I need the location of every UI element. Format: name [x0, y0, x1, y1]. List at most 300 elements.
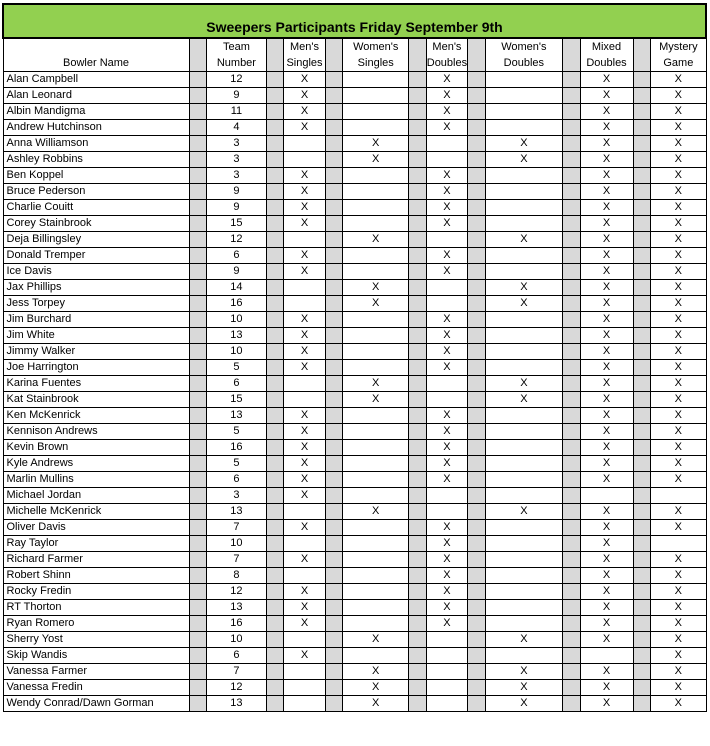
mens-doubles-cell: X [426, 536, 468, 552]
team-number-cell: 6 [207, 648, 266, 664]
womens-doubles-cell [485, 216, 562, 232]
spacer-cell [189, 488, 207, 504]
spacer-cell [633, 504, 651, 520]
spacer-cell [408, 168, 426, 184]
womens-singles-cell [343, 216, 409, 232]
mystery-game-cell: X [651, 600, 706, 616]
spacer-cell [266, 360, 284, 376]
header-team-number: Team Number [207, 38, 266, 72]
team-number-cell: 16 [207, 616, 266, 632]
mens-singles-cell: X [284, 520, 326, 536]
bowler-name-cell: Jim Burchard [3, 312, 189, 328]
spacer-cell [266, 424, 284, 440]
spacer-cell [325, 600, 343, 616]
mens-doubles-cell: X [426, 344, 468, 360]
mens-singles-cell: X [284, 200, 326, 216]
mystery-game-cell: X [651, 344, 706, 360]
table-row [3, 296, 706, 312]
spacer-cell [408, 216, 426, 232]
womens-doubles-cell: X [485, 376, 562, 392]
womens-singles-cell [343, 408, 409, 424]
womens-singles-cell [343, 72, 409, 88]
mens-singles-cell: X [284, 408, 326, 424]
spacer-cell [562, 328, 580, 344]
spacer-cell [633, 664, 651, 680]
mens-singles-cell [284, 152, 326, 168]
table-row [3, 456, 706, 472]
spacer-cell [408, 680, 426, 696]
mystery-game-cell [651, 536, 706, 552]
mystery-game-cell: X [651, 168, 706, 184]
mens-doubles-cell: X [426, 72, 468, 88]
team-number-cell: 12 [207, 584, 266, 600]
table-row [3, 392, 706, 408]
table-row [3, 472, 706, 488]
spacer-cell [562, 152, 580, 168]
womens-singles-cell [343, 264, 409, 280]
table-row [3, 104, 706, 120]
womens-singles-cell [343, 456, 409, 472]
spacer-cell [266, 664, 284, 680]
bowler-name-cell: Michael Jordan [3, 488, 189, 504]
spacer-cell [468, 472, 486, 488]
spacer-cell [408, 264, 426, 280]
spacer-cell [562, 248, 580, 264]
mens-singles-cell: X [284, 360, 326, 376]
spacer-cell [325, 88, 343, 104]
spacer-cell [633, 184, 651, 200]
spacer-cell [633, 600, 651, 616]
table-row [3, 376, 706, 392]
spacer-cell [633, 264, 651, 280]
spacer-cell [189, 104, 207, 120]
womens-doubles-cell [485, 568, 562, 584]
team-number-cell: 8 [207, 568, 266, 584]
mystery-game-cell: X [651, 296, 706, 312]
spacer-cell [189, 520, 207, 536]
bowler-name-cell: Deja Billingsley [3, 232, 189, 248]
spacer-cell [325, 376, 343, 392]
mens-doubles-cell: X [426, 168, 468, 184]
mens-singles-cell [284, 568, 326, 584]
mystery-game-cell: X [651, 440, 706, 456]
spacer-cell [325, 696, 343, 712]
womens-doubles-cell [485, 456, 562, 472]
mens-singles-cell [284, 680, 326, 696]
spacer-cell [468, 376, 486, 392]
spacer-cell [266, 184, 284, 200]
womens-doubles-cell [485, 88, 562, 104]
bowler-name-cell: Andrew Hutchinson [3, 120, 189, 136]
spacer-cell [189, 200, 207, 216]
mystery-game-cell: X [651, 424, 706, 440]
spacer-cell [325, 328, 343, 344]
table-row [3, 488, 706, 504]
bowler-name-cell: Anna Williamson [3, 136, 189, 152]
spacer-cell [562, 456, 580, 472]
spacer-cell [562, 696, 580, 712]
table-row [3, 216, 706, 232]
spacer-cell [189, 344, 207, 360]
table-row [3, 408, 706, 424]
table-row [3, 616, 706, 632]
spacer-cell [325, 200, 343, 216]
spacer-cell [468, 552, 486, 568]
womens-doubles-cell [485, 264, 562, 280]
table-row [3, 168, 706, 184]
womens-doubles-cell [485, 648, 562, 664]
mens-doubles-cell: X [426, 200, 468, 216]
spacer-cell [408, 120, 426, 136]
bowler-name-cell: Alan Campbell [3, 72, 189, 88]
womens-singles-cell [343, 568, 409, 584]
table-row [3, 424, 706, 440]
spacer-cell [325, 648, 343, 664]
womens-doubles-cell [485, 120, 562, 136]
spacer-cell [562, 424, 580, 440]
spacer-cell [266, 296, 284, 312]
table-row [3, 696, 706, 712]
mens-singles-cell [284, 392, 326, 408]
mens-doubles-cell: X [426, 408, 468, 424]
bowler-name-cell: Jess Torpey [3, 296, 189, 312]
spacer-cell [408, 200, 426, 216]
spacer-cell [189, 664, 207, 680]
spacer-cell [562, 488, 580, 504]
mens-doubles-cell: X [426, 120, 468, 136]
spacer-cell [266, 504, 284, 520]
spacer-cell [325, 504, 343, 520]
header-mystery-game: Mystery Game [651, 38, 706, 72]
spacer-cell [408, 152, 426, 168]
spacer-cell [562, 376, 580, 392]
team-number-cell: 11 [207, 104, 266, 120]
spacer-cell [562, 168, 580, 184]
team-number-cell: 10 [207, 536, 266, 552]
mixed-doubles-cell: X [580, 200, 633, 216]
table-row [3, 680, 706, 696]
spacer-cell [189, 72, 207, 88]
spacer-cell [266, 72, 284, 88]
spacer-cell [633, 280, 651, 296]
spacer-cell [408, 344, 426, 360]
spacer-cell [408, 552, 426, 568]
womens-doubles-cell: X [485, 232, 562, 248]
spacer-cell [266, 280, 284, 296]
spacer-cell [266, 88, 284, 104]
spacer-cell [633, 472, 651, 488]
spacer-cell [633, 232, 651, 248]
mens-doubles-cell: X [426, 216, 468, 232]
mens-singles-cell: X [284, 88, 326, 104]
spacer-cell [408, 296, 426, 312]
mystery-game-cell: X [651, 360, 706, 376]
womens-singles-cell [343, 248, 409, 264]
mixed-doubles-cell: X [580, 376, 633, 392]
womens-singles-cell [343, 344, 409, 360]
spacer-cell [633, 424, 651, 440]
spacer-cell [408, 600, 426, 616]
mens-singles-cell: X [284, 184, 326, 200]
table-row [3, 72, 706, 88]
mens-doubles-cell: X [426, 88, 468, 104]
bowler-name-cell: Rocky Fredin [3, 584, 189, 600]
mystery-game-cell: X [651, 376, 706, 392]
spacer-cell [325, 184, 343, 200]
team-number-cell: 12 [207, 72, 266, 88]
spacer-cell [189, 184, 207, 200]
womens-doubles-cell [485, 200, 562, 216]
mens-singles-cell: X [284, 424, 326, 440]
spacer-cell [562, 184, 580, 200]
spacer-cell [633, 216, 651, 232]
mystery-game-cell: X [651, 328, 706, 344]
spacer-cell [266, 648, 284, 664]
spacer-cell [562, 648, 580, 664]
mens-singles-cell: X [284, 72, 326, 88]
spacer-cell [562, 264, 580, 280]
spacer-cell [468, 344, 486, 360]
mixed-doubles-cell: X [580, 632, 633, 648]
mixed-doubles-cell: X [580, 472, 633, 488]
womens-singles-cell: X [343, 632, 409, 648]
team-number-cell: 3 [207, 168, 266, 184]
header-bowler-name: Bowler Name [3, 38, 189, 72]
spacer-cell [562, 360, 580, 376]
table-row [3, 264, 706, 280]
bowler-name-cell: Alan Leonard [3, 88, 189, 104]
mixed-doubles-cell: X [580, 552, 633, 568]
mens-doubles-cell: X [426, 568, 468, 584]
spacer-cell [408, 280, 426, 296]
womens-singles-cell: X [343, 696, 409, 712]
table-row [3, 440, 706, 456]
spacer-cell [468, 616, 486, 632]
table-row [3, 312, 706, 328]
womens-singles-cell [343, 104, 409, 120]
mens-doubles-cell [426, 376, 468, 392]
participants-body [3, 72, 706, 712]
womens-singles-cell: X [343, 280, 409, 296]
mens-singles-cell [284, 136, 326, 152]
team-number-cell: 6 [207, 376, 266, 392]
spacer-cell [468, 88, 486, 104]
table-row [3, 600, 706, 616]
spacer-cell [562, 344, 580, 360]
header-mens-singles: Men's Singles [284, 38, 326, 72]
mixed-doubles-cell: X [580, 680, 633, 696]
spacer-cell [468, 632, 486, 648]
spacer-cell [189, 312, 207, 328]
table-row [3, 632, 706, 648]
mens-singles-cell: X [284, 600, 326, 616]
spacer-cell [468, 600, 486, 616]
spacer-cell [189, 424, 207, 440]
spacer-cell [189, 328, 207, 344]
mystery-game-cell: X [651, 616, 706, 632]
spacer-cell [325, 152, 343, 168]
spacer-cell [266, 568, 284, 584]
spacer-cell [633, 200, 651, 216]
spacer-cell [633, 328, 651, 344]
mens-doubles-cell [426, 232, 468, 248]
spacer-cell [266, 488, 284, 504]
spacer-cell [408, 440, 426, 456]
spacer-cell [633, 648, 651, 664]
spacer-cell [468, 392, 486, 408]
spacer-cell [325, 568, 343, 584]
womens-singles-cell [343, 472, 409, 488]
womens-singles-cell: X [343, 232, 409, 248]
womens-doubles-cell [485, 536, 562, 552]
team-number-cell: 6 [207, 472, 266, 488]
spacer-cell [468, 408, 486, 424]
spacer-cell [325, 664, 343, 680]
spacer-cell [408, 392, 426, 408]
bowler-name-cell: Jax Phillips [3, 280, 189, 296]
bowler-name-cell: Kevin Brown [3, 440, 189, 456]
mens-singles-cell: X [284, 584, 326, 600]
spacer-cell [325, 280, 343, 296]
spacer-cell [633, 168, 651, 184]
mystery-game-cell: X [651, 680, 706, 696]
table-row [3, 136, 706, 152]
spacer-cell [633, 248, 651, 264]
mens-singles-cell: X [284, 616, 326, 632]
team-number-cell: 13 [207, 600, 266, 616]
womens-singles-cell [343, 312, 409, 328]
spacer-cell [468, 456, 486, 472]
spacer-cell [266, 104, 284, 120]
spacer-cell [468, 152, 486, 168]
spacer-cell [266, 600, 284, 616]
spacer-cell [189, 648, 207, 664]
spacer-cell [468, 296, 486, 312]
spacer-cell [189, 88, 207, 104]
womens-singles-cell: X [343, 376, 409, 392]
mens-doubles-cell: X [426, 552, 468, 568]
bowler-name-cell: Ryan Romero [3, 616, 189, 632]
spacer-cell [266, 632, 284, 648]
spacer-cell [408, 104, 426, 120]
bowler-name-cell: Kennison Andrews [3, 424, 189, 440]
spacer-cell [189, 440, 207, 456]
mystery-game-cell: X [651, 104, 706, 120]
spacer-cell [633, 344, 651, 360]
spacer-cell [408, 488, 426, 504]
womens-doubles-cell: X [485, 680, 562, 696]
spacer-cell [468, 72, 486, 88]
team-number-cell: 3 [207, 488, 266, 504]
mens-singles-cell [284, 376, 326, 392]
spacer-cell [325, 136, 343, 152]
spacer-cell [468, 504, 486, 520]
spacer-cell [189, 456, 207, 472]
mens-singles-cell [284, 536, 326, 552]
mixed-doubles-cell: X [580, 248, 633, 264]
spacer-cell [408, 472, 426, 488]
mixed-doubles-cell: X [580, 232, 633, 248]
bowler-name-cell: Ashley Robbins [3, 152, 189, 168]
mens-doubles-cell: X [426, 520, 468, 536]
spacer-cell [562, 664, 580, 680]
spacer-cell [562, 472, 580, 488]
womens-singles-cell [343, 616, 409, 632]
spacer-cell [266, 392, 284, 408]
spacer-cell [562, 136, 580, 152]
womens-doubles-cell: X [485, 504, 562, 520]
spacer-cell [266, 248, 284, 264]
spacer-cell [562, 680, 580, 696]
womens-singles-cell [343, 120, 409, 136]
spacer-cell [562, 72, 580, 88]
bowler-name-cell: Oliver Davis [3, 520, 189, 536]
spacer-cell [266, 696, 284, 712]
spacer-cell [325, 536, 343, 552]
team-number-cell: 9 [207, 264, 266, 280]
spacer-cell [189, 392, 207, 408]
mens-doubles-cell: X [426, 328, 468, 344]
womens-doubles-cell [485, 552, 562, 568]
mens-doubles-cell: X [426, 616, 468, 632]
bowler-name-cell: Richard Farmer [3, 552, 189, 568]
womens-singles-cell [343, 488, 409, 504]
team-number-cell: 7 [207, 664, 266, 680]
spacer-cell [325, 296, 343, 312]
spacer-cell [468, 264, 486, 280]
spacer-cell [633, 392, 651, 408]
spacer-cell [468, 520, 486, 536]
mystery-game-cell: X [651, 456, 706, 472]
spacer-cell [562, 600, 580, 616]
spacer-cell [189, 504, 207, 520]
womens-doubles-cell: X [485, 696, 562, 712]
spacer-cell [408, 72, 426, 88]
womens-doubles-cell [485, 104, 562, 120]
mens-singles-cell: X [284, 456, 326, 472]
spacer-cell [189, 376, 207, 392]
mens-singles-cell: X [284, 552, 326, 568]
mens-doubles-cell [426, 632, 468, 648]
header-womens-singles: Women's Singles [343, 38, 409, 72]
spacer-cell [408, 328, 426, 344]
spacer-cell [266, 312, 284, 328]
mens-singles-cell [284, 664, 326, 680]
spacer-cell [468, 168, 486, 184]
spacer-cell [266, 456, 284, 472]
womens-doubles-cell [485, 488, 562, 504]
mens-singles-cell [284, 632, 326, 648]
spacer-cell [325, 360, 343, 376]
spacer-cell [633, 536, 651, 552]
womens-doubles-cell [485, 168, 562, 184]
table-row [3, 328, 706, 344]
mystery-game-cell: X [651, 88, 706, 104]
spacer-cell [468, 328, 486, 344]
team-number-cell: 9 [207, 184, 266, 200]
bowler-name-cell: Marlin Mullins [3, 472, 189, 488]
spacer-cell [325, 632, 343, 648]
bowler-name-cell: Karina Fuentes [3, 376, 189, 392]
spacer-cell [325, 232, 343, 248]
team-number-cell: 5 [207, 360, 266, 376]
spacer-cell [408, 408, 426, 424]
mixed-doubles-cell: X [580, 184, 633, 200]
spacer-cell [468, 184, 486, 200]
team-number-cell: 16 [207, 440, 266, 456]
spacer-cell [408, 232, 426, 248]
table-row [3, 552, 706, 568]
